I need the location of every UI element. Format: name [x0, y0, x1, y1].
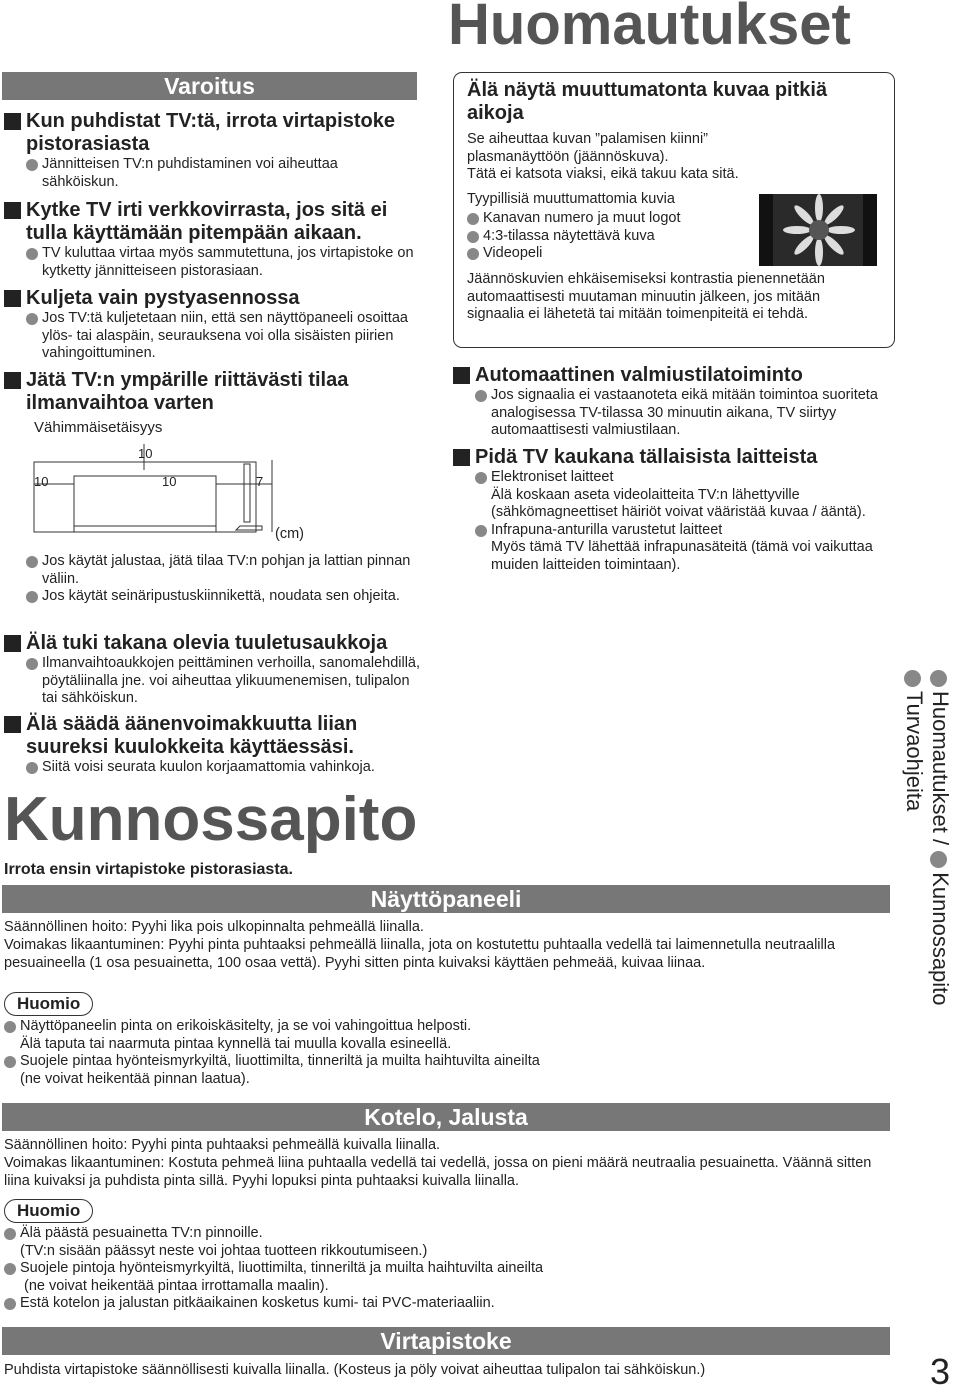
bullet-icon: [4, 1021, 16, 1033]
square-icon: [453, 449, 470, 466]
note-detail: (ne voivat heikentää pinnan laatua).: [20, 1070, 250, 1087]
diagram-unit: (cm): [275, 526, 304, 542]
bullet-icon: [4, 1056, 16, 1068]
note-item: Älä päästä pesuainetta TV:n pinnoille.: [4, 1225, 884, 1243]
diagram-right-distance: 10: [162, 474, 177, 489]
square-icon: [4, 716, 21, 733]
square-icon: [453, 367, 470, 384]
warning-section-6: [4, 713, 424, 777]
side-tab-text: Huomautukset / Kunnossapito Turvaohjeita: [901, 670, 953, 1006]
bullet-icon: [4, 1228, 16, 1240]
section-heading: Älä tuki takana olevia tuuletusaukkoja: [4, 632, 424, 655]
bullet-item: Jos signaalia ei vastaanoteta eikä mitään toimintoa suoriteta analogisessa TV-tilassa 30 minuutin aikana, TV siirtyy automaattisesti valmiustilaan.: [475, 387, 898, 440]
list-item: Kanavan numero ja muut logot: [467, 210, 757, 228]
warning-section-4: [4, 369, 414, 437]
warning-heading: Varoitus: [2, 72, 417, 100]
bullet-icon: [930, 851, 947, 868]
note-item: Suojele pintoja hyönteismyrkyiltä, liuottimilta, tinneriltä ja muilta haihtuvilta aineilta: [4, 1260, 884, 1278]
note-item: Näyttöpaneelin pinta on erikoiskäsitelty, ja se voi vahingoittua helposti.: [4, 1018, 884, 1036]
bullet-icon: [467, 231, 479, 243]
warning-section-5: [4, 632, 424, 708]
bullet-icon: [4, 1263, 16, 1275]
cabinet-heading: Kotelo, Jalusta: [2, 1103, 890, 1131]
bullet-item: Jos käytät seinäripustuskiinnikettä, noudata sen ohjeita.: [26, 588, 416, 606]
bullet-icon: [26, 556, 38, 568]
bullet-detail: Myös tämä TV lähettää infrapunasäteitä (tämä voi vaikuttaa muiden laitteiden toimintaan).: [491, 539, 873, 573]
warning-section-2: [4, 199, 414, 280]
panel-heavy-dirt: Voimakas likaantuminen: Pyyhi pinta puhtaaksi pehmeällä liinalla, jota on kostutettu puhtaalla vedellä tai laimennetulla neutraalilla pesuaineella (1 osa pesuainetta, 100 osaa vettä). Pyyhi sitten pinta kuivaksi käyttäen pehmeää, kuivaa liinaa.: [4, 937, 836, 971]
bullet-item: Siitä voisi seurata kuulon korjaamattomia vahinkoja.: [26, 759, 424, 777]
section-heading: Automaattinen valmiustilatoiminto: [453, 364, 898, 387]
diagram-left-distance: 10: [34, 474, 49, 489]
section-heading: Kun puhdistat TV:tä, irrota virtapistoke pistorasiasta: [4, 110, 414, 156]
bullet-icon: [26, 248, 38, 260]
square-icon: [4, 372, 21, 389]
bullet-item: Jos käytät jalustaa, jätä tilaa TV:n pohjan ja lattian pinnan väliin.: [26, 553, 416, 588]
note-item: Estä kotelon ja jalustan pitkäaikainen kosketus kumi- tai PVC-materiaaliin.: [4, 1295, 884, 1313]
maintenance-intro: Irrota ensin virtapistoke pistorasiasta.: [4, 861, 293, 878]
still-image-text2: Tätä ei katsota viaksi, eikä takuu kata sitä.: [467, 166, 739, 182]
keep-away-section: [453, 446, 898, 574]
section-heading: Pidä TV kaukana tällaisista laitteista: [453, 446, 898, 469]
bullet-icon: [930, 670, 947, 687]
note-item: Suojele pintaa hyönteismyrkyiltä, liuottimilta, tinneriltä ja muilta haihtuvilta aineilta: [4, 1053, 884, 1071]
typical-images-label: Tyypillisiä muuttumattomia kuvia: [467, 191, 675, 207]
bullet-icon: [26, 159, 38, 171]
bullet-item: Elektroniset laitteet: [475, 469, 898, 487]
bullet-icon: [904, 670, 921, 687]
bullet-detail: Älä koskaan aseta videolaitteita TV:n lähettyville (sähkömagneettiset häiriöt voivat vääristää kuvaa / ääntä).: [491, 486, 866, 520]
bullet-icon: [475, 472, 487, 484]
warning-section-3: [4, 287, 414, 363]
section-heading: Jätä TV:n ympärille riittävästi tilaa ilmanvaihtoa varten: [4, 369, 414, 415]
bullet-item: Jännitteisen TV:n puhdistaminen voi aiheuttaa sähköiskun.: [26, 156, 414, 191]
typical-images-list: [467, 210, 757, 263]
bullet-icon: [467, 213, 479, 225]
section-heading: Kuljeta vain pystyasennossa: [4, 287, 414, 310]
panel-heading: Näyttöpaneeli: [2, 885, 890, 913]
cabinet-regular-care: Säännöllinen hoito: Pyyhi pinta puhtaaksi pehmeällä kuivalla liinalla.: [4, 1137, 441, 1153]
cabinet-heavy-dirt: Voimakas likaantuminen: Kostuta pehmeä liina puhtaalla vedellä tai vedellä, jossa on pieni määrä neutraalia pesuainetta. Väännä sitten liina kuivaksi ja puhdista pinta sillä. Pyyhi lopuksi pinta puhtaaksi kuivalla liinalla.: [4, 1155, 872, 1189]
page-number: 3: [930, 1351, 951, 1392]
square-icon: [4, 635, 21, 652]
bullet-icon: [475, 390, 487, 402]
bullet-icon: [475, 525, 487, 537]
page-title: Huomautukset: [448, 0, 851, 57]
auto-standby-section: [453, 364, 898, 440]
note-detail: (ne voivat heikentää pintaa irrottamalla maalin).: [24, 1277, 329, 1294]
flower-image: [759, 194, 877, 266]
diagram-side-distance: 7: [256, 474, 264, 489]
section-heading: Kytke TV irti verkkovirrasta, jos sitä ei tulla käyttämään pitempään aikaan.: [4, 199, 414, 245]
diagram-subtitle: Vähimmäisetäisyys: [34, 419, 163, 436]
bullet-icon: [26, 658, 38, 670]
panel-note-label: Huomio: [4, 992, 93, 1016]
bullet-item: TV kuluttaa virtaa myös sammutettuna, jos virtapistoke on kytketty jännitteiseen pistorasiaan.: [26, 245, 414, 280]
list-item: Videopeli: [467, 245, 757, 263]
still-image-box: [453, 72, 895, 348]
warning-section-4-bullets: [26, 553, 416, 606]
bullet-icon: [467, 248, 479, 260]
section-heading: Älä säädä äänenvoimakkuutta liian suureksi kuulokkeita käyttäessäsi.: [4, 713, 424, 759]
still-image-title: Älä näytä muuttumatonta kuvaa pitkiä aikoja: [467, 79, 828, 124]
panel-notes: [4, 1018, 884, 1088]
bullet-icon: [26, 313, 38, 325]
plug-text: Puhdista virtapistoke säännöllisesti kuivalla liinalla. (Kosteus ja pöly voivat aiheuttaa tulipalon tai sähköiskun.): [4, 1362, 706, 1378]
bullet-icon: [4, 1298, 16, 1310]
bullet-icon: [26, 762, 38, 774]
plug-heading: Virtapistoke: [2, 1327, 890, 1355]
bullet-icon: [26, 591, 38, 603]
bullet-item: Infrapuna-anturilla varustetut laitteet: [475, 522, 898, 540]
panel-regular-care: Säännöllinen hoito: Pyyhi lika pois ulkopinnalta pehmeällä liinalla.: [4, 919, 424, 935]
side-tab: [902, 670, 960, 1050]
square-icon: [4, 202, 21, 219]
still-image-text3: Jäännöskuvien ehkäisemiseksi kontrastia pienennetään automaattisesti muutaman minuutin jälkeen, jos mitään signaalia ei lähetetä tai mitään toimenpiteitä ei tehdä.: [467, 271, 825, 322]
ventilation-diagram: [26, 440, 316, 550]
cabinet-note-label: Huomio: [4, 1199, 93, 1223]
cabinet-notes: [4, 1225, 884, 1313]
square-icon: [4, 290, 21, 307]
diagram-top-distance: 10: [138, 446, 153, 461]
bullet-item: Jos TV:tä kuljetetaan niin, että sen näyttöpaneeli osoittaa ylös- tai alaspäin, seurauksena voi olla sisäisten piirien vahingoittuminen.: [26, 310, 414, 363]
warning-section-1: [4, 110, 414, 191]
square-icon: [4, 113, 21, 130]
list-item: 4:3-tilassa näytettävä kuva: [467, 228, 757, 246]
note-detail: Älä taputa tai naarmuta pintaa kynnellä tai muulla kovalla esineellä.: [20, 1035, 452, 1052]
bullet-item: Ilmanvaihtoaukkojen peittäminen verhoilla, sanomalehdillä, pöytäliinalla jne. voi aiheuttaa ylikuumenemisen, tulipalon tai sähköiskun.: [26, 655, 424, 708]
maintenance-title: Kunnossapito: [4, 785, 418, 854]
still-image-text1: Se aiheuttaa kuvan ”palamisen kiinni” plasmanäyttöön (jäännöskuva).: [467, 131, 708, 165]
note-detail: (TV:n sisään päässyt neste voi johtaa tuotteen rikkoutumiseen.): [20, 1242, 428, 1259]
